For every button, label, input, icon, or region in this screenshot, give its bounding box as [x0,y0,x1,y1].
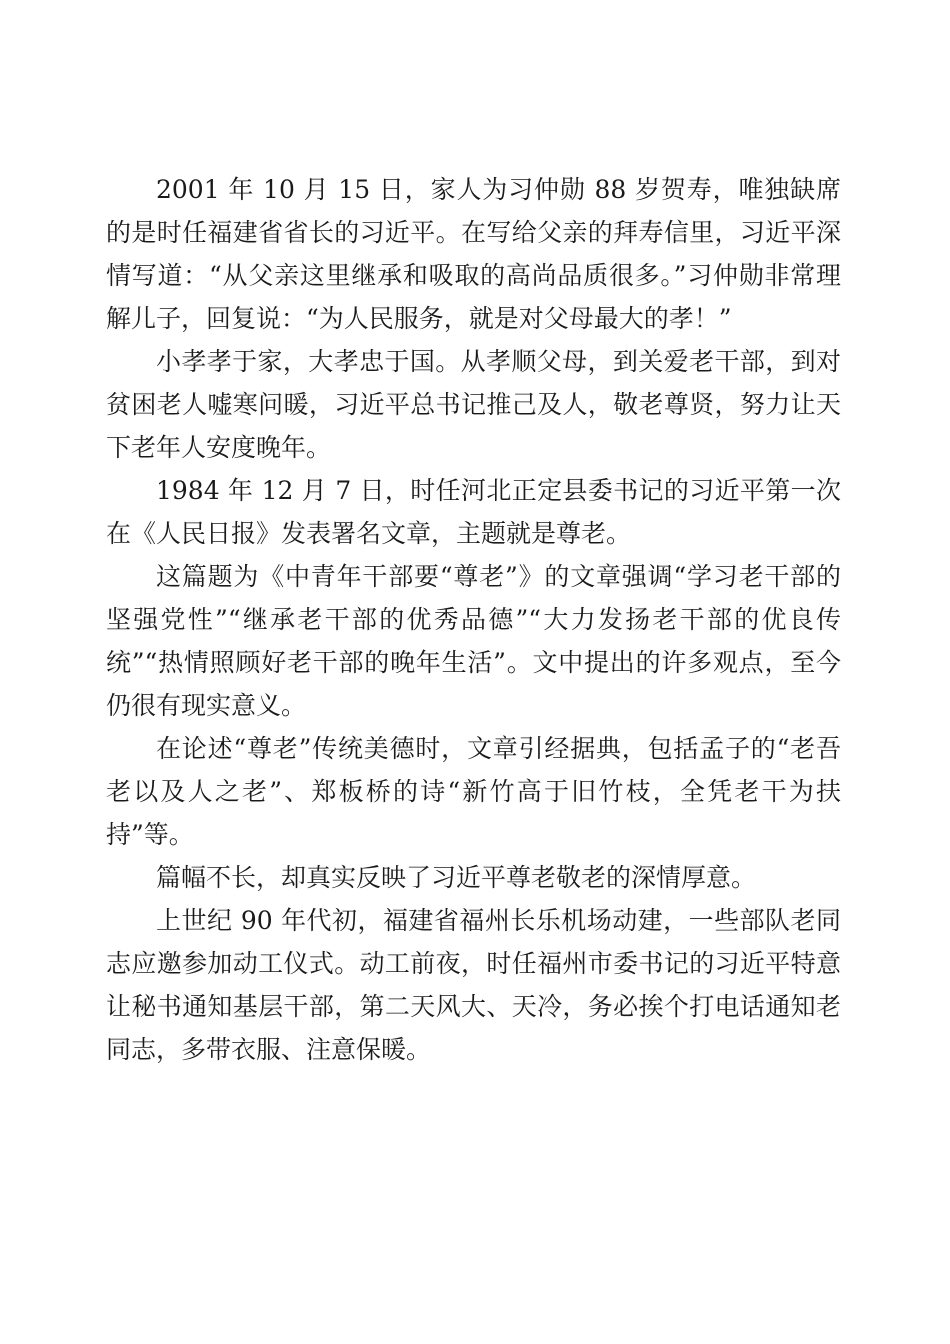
paragraph-4: 这篇题为《中青年干部要“尊老”》的文章强调“学习老干部的坚强党性”“继承老干部的优秀品德”“大力发扬老干部的优良传统”“热情照顾好老干部的晚年生活”。文中提出的许多观点，至今仍很有现实意义。 [106,562,841,720]
document-body [106,168,841,1071]
paragraph-5: 在论述“尊老”传统美德时，文章引经据典，包括孟子的“老吾老以及人之老”、郑板桥的诗“新竹高于旧竹枝，全凭老干为扶持”等。 [106,734,841,849]
paragraph-3: 1984 年 12 月 7 日，时任河北正定县委书记的习近平第一次在《人民日报》发表署名文章，主题就是尊老。 [106,476,841,548]
paragraph-7: 上世纪 90 年代初，福建省福州长乐机场动建，一些部队老同志应邀参加动工仪式。动工前夜，时任福州市委书记的习近平特意让秘书通知基层干部，第二天风大、天冷，务必挨个打电话通知老同志，多带衣服、注意保暖。 [106,906,841,1064]
paragraph-2: 小孝孝于家，大孝忠于国。从孝顺父母，到关爱老干部，到对贫困老人嘘寒问暖，习近平总书记推己及人，敬老尊贤，努力让天下老年人安度晚年。 [106,347,841,462]
paragraph-1: 2001 年 10 月 15 日，家人为习仲勋 88 岁贺寿，唯独缺席的是时任福建省省长的习近平。在写给父亲的拜寿信里，习近平深情写道：“从父亲这里继承和吸取的高尚品质很多。”习仲勋非常理解儿子，回复说：“为人民服务，就是对父母最大的孝！” [106,175,841,333]
paragraph-6: 篇幅不长，却真实反映了习近平尊老敬老的深情厚意。 [156,863,757,892]
